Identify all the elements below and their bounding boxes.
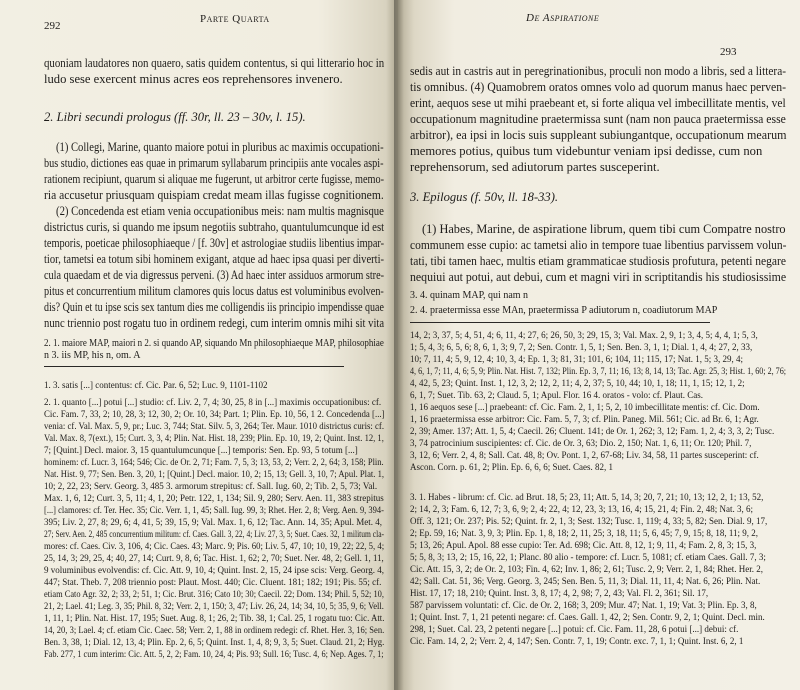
fontes-line: Off. 3, 121; Or. 237; Pis. 52; Quint. fr. 2, 1, 3; Sest. 132; Tusc. 1, 119; 4, 33; 5, 82; Sen. Dial. 9, 17, [410, 516, 768, 526]
fontes-line: [...] clamores: cf. Ter. Hec. 35; Cic. Verr. 1, 1, 45; Sall. Iug. 99, 3; Rhet. Her. 2, 8; Verg. Aen. 9, 394- [44, 505, 384, 515]
body-line: nunc triennio post rogatu tuo in ordinem redegi, cum interim omnis mihi sit vita [44, 316, 385, 330]
fontes-line: 27; Serv. Aen. 2, 485 concurrentium militum: cf. Caes. Gall. 3, 22, 4; Liv. 27, 3, 5; Suet. Caes. 32, 1 militum cla- [44, 529, 385, 539]
fontes-line: 7; [Quint.] Decl. maior. 3, 15 quantulumcunque [...] temporis: Sen. Ep. 93, 5 totum [...] [44, 445, 358, 455]
fontes-line: 1. 3. satis [...] contentus: cf. Cic. Par. 6, 52; Luc. 9, 1101-1102 [44, 380, 268, 390]
right-page [398, 0, 800, 690]
fontes-line: 1; Quint. Inst. 7, 1, 21 petenti negare: cf. Caes. Gall. 1, 42, 2; Sen. Contr. 9, 2, 1; Quint. Decl. min. [410, 612, 765, 622]
body-line: (1) Collegi, Marine, quanto maiore potui in pluribus ac maximis occupationi- [56, 140, 384, 154]
fontes-line: 4, 42, 5, 23; Quint. Inst. 1, 12, 3, 2; 12, 2, 11; 4, 2, 37; 5, 10, 44; 10, 1, 18; 11, 1, 15; 12, 1, 2; [410, 378, 745, 388]
body-line: dis? Quin et tu ipse scis sex tantum dies me colligendis iis principio impendisse quae [44, 300, 384, 314]
fontes-line: 1, 16 aequos sese [...] praebeant: cf. Cic. Fam. 2, 1, 1; 5, 2, 10 imbecillitate mentis: cf. Cic. Dom. [410, 402, 760, 412]
left-page [0, 0, 398, 690]
fontes-line: 21, 2; Lael. 41; Leg. 3, 35; Phil. 8, 32; Verr. 2, 1, 150; 3, 47; Liv. 26, 24, 14; 34, 10, 5; 35, 9, 6; Vell. [44, 601, 384, 611]
section-heading: 2. Libri secundi prologus (ff. 30r, ll. 23 – 30v, l. 15). [44, 110, 306, 124]
body-line: sedis aut in castris aut in peregrinationibus, proculi non modo a libris, sed a littera- [410, 64, 787, 78]
fontes-line: 14, 20, 3; Lael. 4; cf. etiam Cic. Caec. 58; Verr. 2, 1, 88 in ordinem redegi: cf. Rhet. Her. 3, 16; Sen. [44, 625, 385, 635]
intro-line: ludo sese exercent minus acres eos reprehensores invenero. [44, 72, 343, 86]
fontes-line: Ascon. Corn. p. 61, 2; Plin. Ep. 6, 6, 6; Suet. Caes. 82, 1 [410, 462, 613, 472]
fontes-line: 3, 12, 6; Verr. 2, 4, 8; Sall. Cat. 48, 8; Ov. Pont. 1, 2, 67-68; Liv. 34, 58, 11 partes susceperint: cf. [410, 450, 759, 460]
fontes-line: Hist. 17, 17; 18, 210; Quint. Inst. 3, 8, 17; 4, 2, 98; 7, 2, 43; Val. Fl. 2, 361; Sil. 17, [410, 588, 709, 598]
fontes-line: 6, 1, 7; Suet. Tib. 63, 2; Claud. 5, 1; Apul. Flor. 16 4. oratos - volo: cf. Plaut. Cas. [410, 390, 704, 400]
fontes-line: 2; 14, 2, 3; Fam. 6, 12, 7; 3, 6, 9; 2, 4; 22, 4; 12, 23, 3; 13, 16, 4; 15, 21, 4; Fin. 2, 48; Nat. 3, 6; [410, 504, 754, 514]
body-line: tior, tametsi ea totum sibi hominem exigant, atque ad haec ipsa quasi per diverti- [44, 252, 385, 266]
fontes-line: Max. 1, 6, 12; Curt. 3, 5, 11; 4, 1, 20; Petr. 122, 1, 134; Sil. 9, 280; Serv. Aen. 11, 383 strepitus [44, 493, 384, 503]
running-head-left: Parte Quarta [200, 13, 270, 25]
fontes-line: Cic. Fam. 7, 33, 2; 10, 28, 3; 12, 30, 2; Or. 10, 34; Part. 1; Plin. Ep. 10, 56, 1 2. Concedenda [...] [44, 409, 385, 419]
fontes-line: etiam Cato Agr. 32, 2; 33, 2; 51, 1; Cic. Brut. 316; Cato 10; 30; Caecil. 22; Dom. 134; Phil. 5, 52; 10, [44, 589, 384, 599]
fontes-line: 1, 16 praetermissa esse arbitror: Cic. Fam. 5, 7, 3; cf. Plin. Paneg. Mil. 561; Cic. ad Br. 6, 1; Agr. [410, 414, 759, 424]
apparatus-line: n 3. iis MP, his n, om. A [44, 350, 141, 361]
apparatus-line: 3. 4. quinam MAP, qui nam n [410, 290, 529, 301]
fontes-line: 5; 13, 26; Apul. Apol. 88 esse cupio: Ter. Ad. 698; Cic. Att. 8, 12, 1; 9, 11, 4; Fam. 2, 8, 3; 15, 3, [410, 540, 757, 550]
fontes-line: 587 parvissem voluntati: cf. Cic. de Or. 2, 168; 3, 209; Mur. 47; Nat. 1, 19; Vat. 3; Plin. Ep. 3, 8, [410, 600, 757, 610]
fontes-line: 42; Sall. Cat. 51, 36; Verg. Georg. 3, 245; Sen. Ben. 5, 11, 3; Dial. 11, 11, 4; Nat. 6, 26; Plin. Nat. [410, 576, 761, 586]
body-line: arbitror), ea ipsi in locis suis suppleant subiungantque, occupationum mearum [410, 128, 787, 142]
body-line: districtus curis, si quando me ipsum negotiis subtraho, quantulumcunque id est [44, 220, 385, 234]
fontes-line: 2; Ep. 59, 16; Nat. 3, 9, 3; Plin. Ep. 1, 8, 18; 2, 11, 25; 3, 18, 11; 5, 6, 45; 7, 9, 15; 8, 18, 11; 9, 2, [410, 528, 758, 538]
fontes-line: 395; Liv. 2, 27, 8; 29, 6; 4, 41, 5; 39, 15, 9; Val. Max. 1, 6, 12; Tac. Ann. 14, 35; Apul. Met. 4, [44, 517, 382, 527]
fontes-line: 5; 5, 8, 3; 13, 2; 15, 16, 22, 1; Planc. 80 alio - tempore: cf. Lucr. 5, 1081; cf. etiam Caes. Gall. 7, 3; [410, 552, 766, 562]
fontes-line: 447; Stat. Theb. 7, 208 triennio post: Plaut. Most. 440; Cic. Cluent. 181; 182; 191; Pis. 55; cf. [44, 577, 382, 587]
body-line: rationem recipiunt, quarum si aliquae me fugerunt, ut arbitror certe fugisse, memo- [44, 172, 385, 186]
body-line: reprehensorum, sed adiutorum partes susceperint. [410, 160, 660, 174]
fontes-line: 10; 7, 11, 4; 5, 9, 12, 4; 10, 3, 4; Ep. 1, 3; 81, 31; 101, 6; 104, 11; 115, 17; Nat. 1, 5; 3, 29, 4; [410, 354, 743, 364]
fontes-line: Fab. 277, 1 cum interim: Cic. Att. 5, 2, 2; Fam. 10, 24, 4; Pis. 93; Sull. 16; Tusc. 4, 6; Nep. Ages. 7, 1; [44, 649, 384, 659]
fontes-line: Cic. Fam. 14, 2, 2; Verr. 2, 4, 147; Sen. Contr. 7, 1, 19; Contr. exc. 7, 1, 1; Quint. Inst. 6, 2, 1 [410, 636, 744, 646]
apparatus-line: 2. 4. praetermissa esse MAn, praetermissa P adiutorum n, coadiutorum MAP [410, 305, 718, 316]
fontes-line: venia: cf. Val. Max. 5, 9, pr.; Luc. 3, 744; Stat. Silv. 5, 3, 264; Ter. Maur. 1010 districtus curis: cf. [44, 421, 385, 431]
fontes-line: 2. 1. quanto [...] potui [...] studio: cf. Liv. 2, 7, 4; 30, 25, 8 in [...] maximis occupationibus: cf. [44, 397, 382, 407]
epilogue-line: (1) Habes, Marine, de aspiratione librum, quem tibi cum Compatre nostro [422, 222, 786, 236]
page-number-left: 292 [44, 20, 61, 32]
footnote-rule [410, 322, 710, 323]
body-line: pitus et concurrentium militum clamores quis locus datus est voluminibus evolven- [44, 284, 384, 298]
fontes-line: 3. 1. Habes - librum: cf. Cic. ad Brut. 18, 5; 23, 11; Att. 5, 14, 3; 20, 7, 21; 10, 13; 12, 2, 1; 13, 52, [410, 492, 764, 502]
book-spine-shadow [394, 0, 404, 690]
fontes-line: 14, 2; 3, 37, 5; 4, 51, 4; 6, 11, 4; 27, 6; 26, 50, 3; 29, 15, 3; Val. Max. 2, 9, 1; 3, 4, 5; 4, 4, 1; 5, 3, [410, 330, 758, 340]
fontes-line: 1, 11, 1; Plin. Nat. Hist. 17, 195; Suet. Aug. 8, 1; 26, 2; Tib. 38, 1; Cal. 25, 1 rogatu tuo: Cic. Att. [44, 613, 385, 623]
fontes-line: 25, 14, 3; 29, 25, 4; 40, 27, 14; Curt. 9, 8, 6; Tac. Hist. 1, 62; 2, 70; Suet. Ner. 48, 2; Gell. 1, 11, [44, 553, 384, 563]
fontes-line: 4, 6, 1, 7; 11, 4, 6; 5, 9; Plin. Nat. Hist. 7, 132; Plin. Ep. 3, 7, 11; 16, 13; 8, 14, 13; Tac. Agr. 25, 3; Hist. 1, 60; 2, 76; [410, 366, 787, 376]
fontes-line: mores: cf. Caes. Civ. 3, 106, 4; Cic. Caes. 43; Marc. 9; Pis. 60; Liv. 5, 47, 10; 10, 19, 22; 22, 5, 4; [44, 541, 385, 551]
fontes-line: 3, 74 patrocinium suscipientes: cf. Cic. de Or. 3, 63; Dio. 2, 150; Nat. 1, 6, 11; Or. 120; Phil. 7, [410, 438, 752, 448]
fontes-line: hominem: cf. Lucr. 3, 164; 546; Cic. de Or. 2, 71; Fam. 7, 5, 3; 13, 53, 2; Verr. 2, 2, 64; 3, 158; Plin. [44, 457, 384, 467]
fontes-line: Cic. Att. 15, 3, 2; de Or. 2, 103; Fin. 4, 62; Inv. 1, 86; 2, 61; Tusc. 2, 9; Verr. 2, 1, 84; Rhet. Her. 2, [410, 564, 764, 574]
fontes-line: Val. Max. 8, 7(ext.), 15; Curt. 3, 3, 4; Plin. Nat. Hist. 18, 239; Plin. Ep. 10, 19, 2; Quint. Inst. 12, 1, [44, 433, 384, 443]
body-line: ria accusetur priusquam quispiam credat meam illas fugisse cognitionem. [44, 188, 384, 202]
body-line: erint, aequos sese ut mihi praebeant et, si forte aliqua vel imbecillitate mentis, vel [410, 96, 786, 110]
running-head-right: De Aspiratione [526, 12, 600, 24]
apparatus-line: 2. 1. maiore MAP, maiori n 2. si quando AP, siquando Mn philosophiaeque MAP, philosophiae [44, 338, 384, 349]
epilogue-line: nequiui aut potui, aut debui, cum et magni viri in scriptitandis his studiosissime [410, 270, 787, 284]
body-line: tis omnibus. (4) Quamobrem oratos omnes volo ad quorum manus haec perven- [410, 80, 787, 94]
body-line: occupationum magnitudine praetermissa sunt (nam non pauca praetermissa esse [410, 112, 786, 126]
body-line: cula quaedam et de via digressus perveni. (3) Ad haec inter assiduos armorum stre- [44, 268, 385, 282]
fontes-line: Ben. 3, 38, 1; Dial. 12, 13, 4; Plin. Ep. 2, 6, 5; Quint. Inst. 1, 4, 8; 9, 3, 5; Suet. Claud. 21, 2; Hyg. [44, 637, 385, 647]
body-line: bus studio, dictiones eas quae in primarum syllabarum principiis ante vocales aspi- [44, 156, 384, 170]
fontes-line: 9 voluminibus evolvendis: cf. Cic. Att. 9, 10, 4; Quint. Inst. 2, 15, 24 ipse scis: Verg. Georg. 4, [44, 565, 384, 575]
fontes-line: 298, 1; Suet. Cal. 23, 2 petenti negare [...] potui: cf. Cic. Fam. 11, 28, 6 potui [...] debui: cf. [410, 624, 739, 634]
body-line: memores potius, quibus tum videbuntur veniam ipsi dedisse, cum non [410, 144, 763, 158]
epilogue-line: tati, tibi tamen haec, multis etiam grammaticae studiosis profutura, petenti negare [410, 254, 786, 268]
body-line: (2) Concedenda est etiam venia occupationibus meis: nam multis magnisque [56, 204, 384, 218]
page-number-right: 293 [720, 46, 737, 58]
fontes-line: Nat. Hist. 9, 77; Sen. Ben. 3, 20, 1; [Quint.] Decl. maior. 10, 2; 15, 13; Gell. 3, 10, 7; Apul. Plat. 1, [44, 469, 385, 479]
fontes-line: 2, 39; Amer. 137; Att. 1, 5, 4; Caecil. 26; Cluent. 141; de Or. 1, 262; 3, 12; Fam. 1, 2, 4; 3, 3, 2; Tusc. [410, 426, 775, 436]
section-heading: 3. Epilogus (f. 50v, ll. 18-33). [410, 190, 559, 204]
epilogue-line: communem esse cupio: ac tametsi alio in tempore tuae libentius parvissem volun- [410, 238, 787, 252]
fontes-line: 10; 2, 22, 23; Serv. Georg. 3, 485 3. armorum strepitus: cf. Sall. Iug. 60, 2; Tib. 2, 5, 73; Val. [44, 481, 378, 491]
body-line: temporis, poeticae philosophiaeque / [f. 30v] et astrologiae studiis libentius impar- [44, 236, 385, 250]
intro-line: quoniam laudatores non quaero, satis quidem contentus, si qui litterario hoc in [44, 56, 385, 70]
footnote-rule [44, 366, 344, 367]
fontes-line: 1; 5, 4, 3; 6, 5, 6; 8, 6, 1, 3; 9, 7, 2; Sen. Contr. 1, 5, 1; Sen. Ben. 3, 1, 1; Dial. 1, 4, 4; 27, 2, 33, [410, 342, 753, 352]
